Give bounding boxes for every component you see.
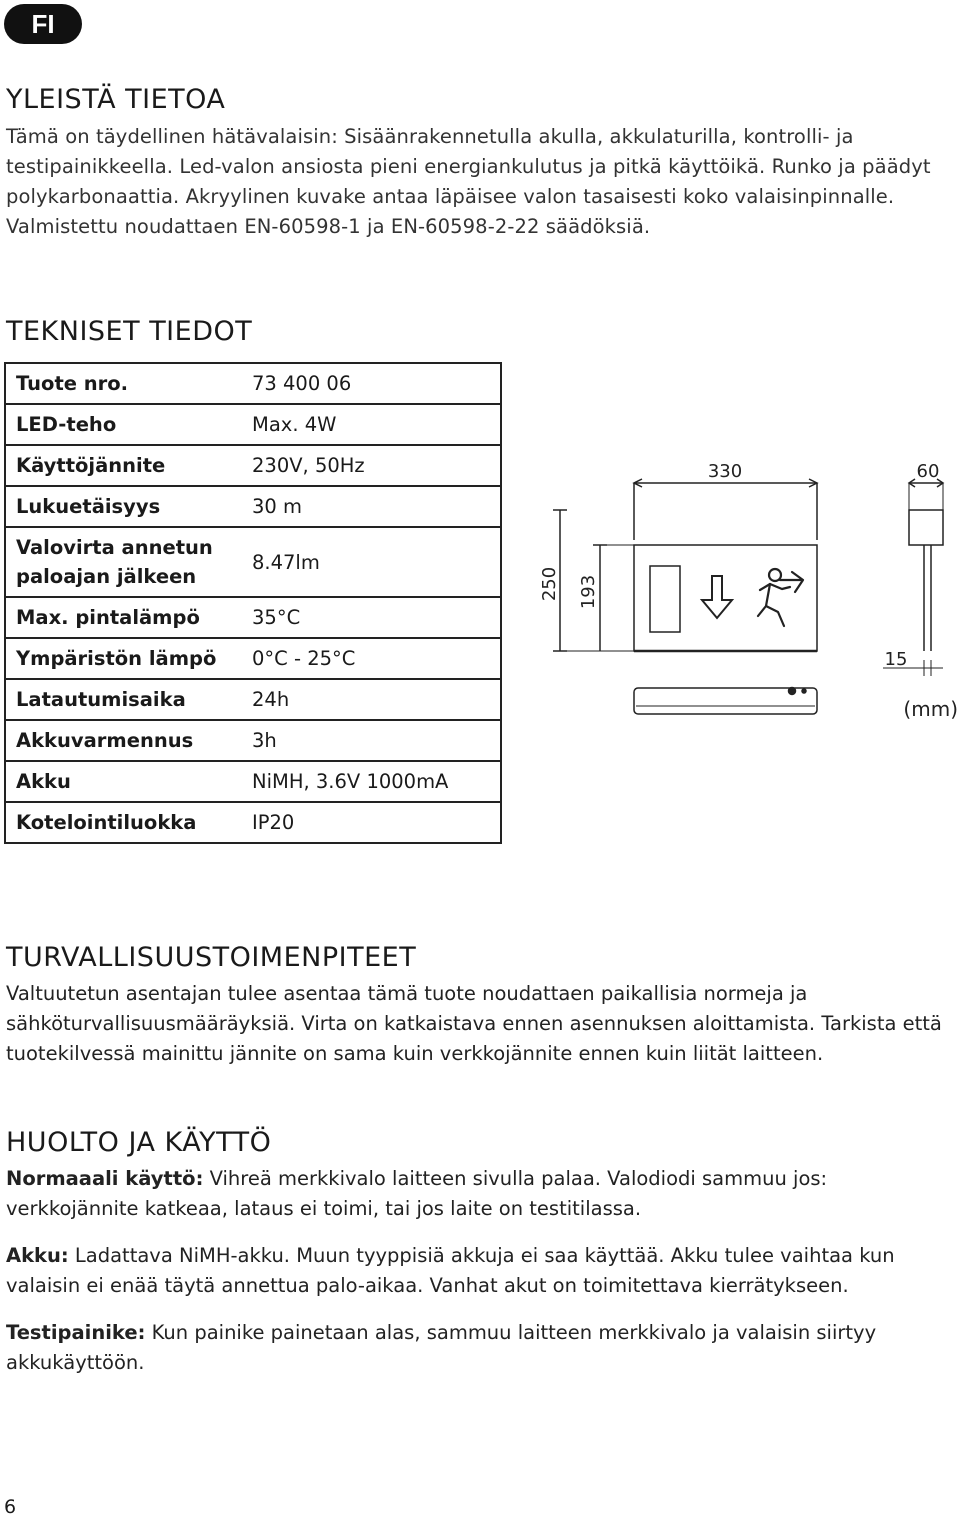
spec-label: Latautumisaika	[5, 679, 238, 720]
spec-value: 73 400 06	[238, 363, 501, 404]
spec-label: Lukuetäisyys	[5, 486, 238, 527]
service-heading: HUOLTO JA KÄYTTÖ	[6, 1127, 272, 1158]
spec-value: 35°C	[238, 597, 501, 638]
spec-row	[5, 404, 501, 445]
tech-heading: TEKNISET TIEDOT	[6, 316, 253, 347]
service-item-label: Akku:	[6, 1244, 69, 1267]
service-item-battery	[6, 1241, 951, 1301]
general-heading: YLEISTÄ TIETOA	[6, 84, 226, 115]
spec-label: Ympäristön lämpö	[5, 638, 238, 679]
service-item-text: Kun painike painetaan alas, sammuu laitteen merkkivalo ja valaisin siirtyy akkukäyttöön.	[6, 1321, 877, 1374]
down-arrow-icon	[702, 576, 732, 618]
spec-row	[5, 363, 501, 404]
spec-row	[5, 445, 501, 486]
mount-label: 15	[884, 649, 908, 670]
spec-row	[5, 527, 501, 597]
language-badge: FI	[4, 4, 82, 44]
service-item-label: Normaaali käyttö:	[6, 1167, 204, 1190]
depth-label: 60	[916, 461, 940, 482]
service-item-text: Ladattava NiMH-akku. Muun tyyppisiä akkuja ei saa käyttää. Akku tulee vaihtaa kun valaisin ei enää täytä annettua palo-aikaa. Vanhat akut on toimitettava kierrätykseen.	[6, 1244, 895, 1297]
spec-label: Tuote nro.	[5, 363, 238, 404]
outer-height-label: 250	[539, 566, 560, 602]
spec-label: Käyttöjännite	[5, 445, 238, 486]
inner-height-label: 193	[578, 574, 599, 610]
spec-label: LED-teho	[5, 404, 238, 445]
spec-table	[4, 362, 502, 844]
luminaire-dimension-drawing	[520, 440, 960, 730]
service-item-text: Vihreä merkkivalo laitteen sivulla palaa. Valodiodi sammuu jos: verkkojännite katkeaa, lataus ei toimi, tai jos laite on testitilassa.	[6, 1167, 828, 1220]
spec-label: Valovirta annetun paloajan jälkeen	[5, 527, 238, 597]
spec-value: IP20	[238, 802, 501, 843]
safety-heading: TURVALLISUUSTOIMENPITEET	[6, 942, 417, 973]
front-view-panel	[634, 545, 817, 651]
spec-row	[5, 720, 501, 761]
unit-label: (mm)	[903, 697, 958, 721]
spec-row	[5, 679, 501, 720]
spec-row	[5, 597, 501, 638]
spec-value: 0°C - 25°C	[238, 638, 501, 679]
general-text: Tämä on täydellinen hätävalaisin: Sisäänrakennetulla akulla, akkulaturilla, kontrolli- ja testipainikkeella. Led-valon ansiosta pieni energiankulutus ja pitkä käyttöikä. Runko ja päädyt polykarbonaattia. Akryylinen kuvake antaa läpäisee valon tasaisesti koko valaisinpinnalle. Valmistettu noudattaen EN-60598-1 ja EN-60598-2-22 säädöksiä.	[6, 125, 931, 238]
service-item-label: Testipainike:	[6, 1321, 146, 1344]
spec-value: Max. 4W	[238, 404, 501, 445]
spec-row	[5, 802, 501, 843]
spec-value: NiMH, 3.6V 1000mA	[238, 761, 501, 802]
spec-label: Akkuvarmennus	[5, 720, 238, 761]
spec-row	[5, 486, 501, 527]
spec-row	[5, 761, 501, 802]
service-item-test-button	[6, 1318, 951, 1378]
spec-value: 230V, 50Hz	[238, 445, 501, 486]
spec-value: 24h	[238, 679, 501, 720]
service-item-normal	[6, 1164, 951, 1224]
spec-label: Kotelointiluokka	[5, 802, 238, 843]
spec-value: 30 m	[238, 486, 501, 527]
spec-value: 8.47lm	[238, 527, 501, 597]
width-label: 330	[707, 461, 743, 482]
spec-label: Akku	[5, 761, 238, 802]
spec-value: 3h	[238, 720, 501, 761]
indicator-led	[789, 688, 796, 695]
running-man-icon	[758, 569, 803, 626]
spec-label: Max. pintalämpö	[5, 597, 238, 638]
side-view-canopy	[909, 510, 943, 545]
exit-door-symbol	[650, 566, 680, 632]
page-number: 6	[4, 1496, 17, 1518]
safety-text: Valtuutetun asentajan tulee asentaa tämä tuote noudattaen paikallisia normeja ja sähköturvallisuusmääräyksiä. Virta on katkaistava ennen asennuksen aloittamista. Tarkista että tuotekilvessä mainittu jännite on sama kuin verkkojännite ennen kuin liität laitteen.	[6, 982, 942, 1065]
spec-row	[5, 638, 501, 679]
